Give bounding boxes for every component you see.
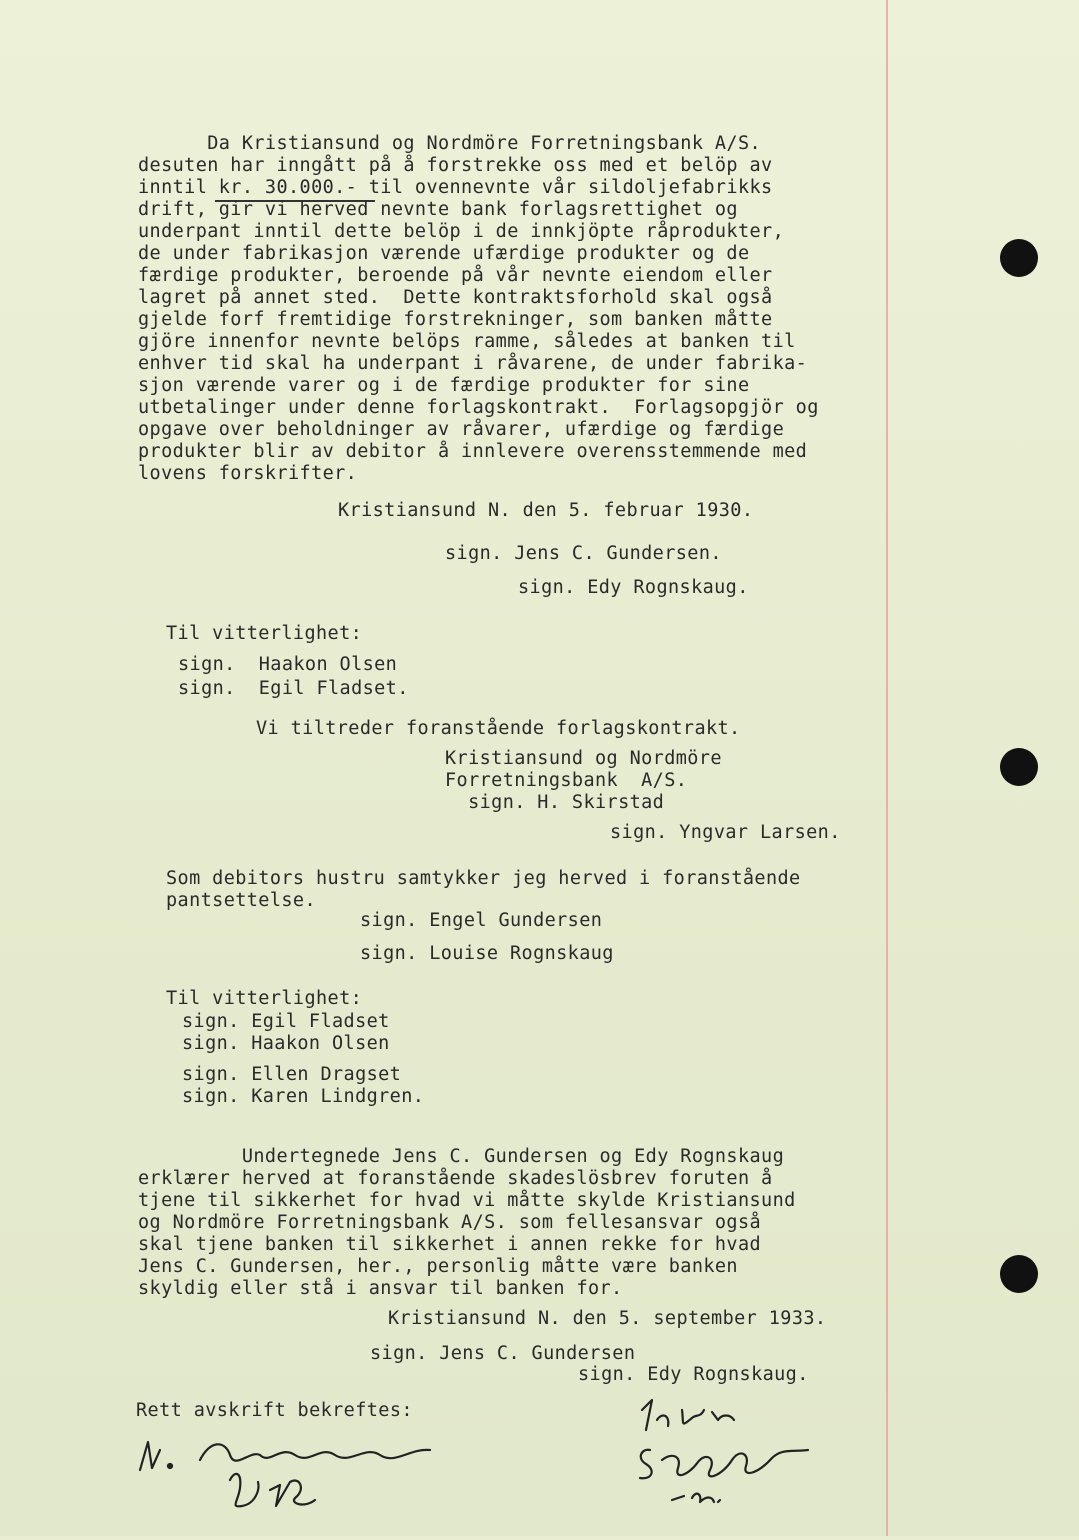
paragraph-line: sjon værende varer og i de færdige produkter for sine [138, 375, 750, 396]
paragraph-line: underpant inntil dette belöp i de innkjöpte råprodukter, [138, 221, 785, 242]
paragraph-line: Jens C. Gundersen, her., personlig måtte være banken [138, 1256, 738, 1277]
consent-signature: sign. Louise Rognskaug [360, 943, 614, 964]
paragraph-line: tjene til sikkerhet for hvad vi måtte skylde Kristiansund [138, 1190, 796, 1211]
bank-name-line: Forretningsbank A/S. [445, 770, 688, 791]
witness-signature: sign. Egil Fladset. [178, 678, 409, 699]
consent-line: pantsettelse. [166, 890, 316, 911]
paragraph-line: skyldig eller stå i ansvar til banken for. [138, 1278, 623, 1299]
handwritten-signature [130, 1410, 460, 1540]
paragraph-line: erklærer herved at foranstående skadeslösbrev foruten å [138, 1168, 773, 1189]
paragraph-line: drift, gir vi herved nevnte bank forlagsrettighet og [138, 199, 738, 220]
paragraph-line: lovens forskrifter. [138, 463, 358, 484]
signature-line: sign. Edy Rognskaug. [518, 577, 749, 598]
signature-line: sign. Jens C. Gundersen. [445, 543, 722, 564]
witness-signature: sign. Egil Fladset [182, 1011, 390, 1032]
accession-statement: Vi tiltreder foranstående forlagskontrakt. [256, 718, 741, 739]
paragraph-line: Da Kristiansund og Nordmöre Forretningsbank A/S. [138, 133, 762, 154]
paragraph-line: opgave over beholdninger av råvarer, ufærdige og færdige [138, 419, 785, 440]
witness-signature: sign. Haakon Olsen [178, 654, 398, 675]
paragraph-line: færdige produkter, beroende på vår nevnte eiendom eller [138, 265, 773, 286]
place-date: Kristiansund N. den 5. september 1933. [388, 1308, 827, 1329]
signature-line: sign. Jens C. Gundersen [370, 1343, 636, 1364]
paragraph-line: Undertegnede Jens C. Gundersen og Edy Rognskaug [138, 1146, 785, 1167]
witness-signature: sign. Karen Lindgren. [182, 1086, 425, 1107]
punch-hole [1000, 748, 1038, 786]
paragraph-line: gjelde forf fremtidige forstrekninger, som banken måtte [138, 309, 773, 330]
paragraph-line: de under fabrikasjon værende ufærdige produkter og de [138, 243, 750, 264]
consent-signature: sign. Engel Gundersen [360, 910, 603, 931]
paragraph-line: og Nordmöre Forretningsbank A/S. som fellesansvar også [138, 1212, 762, 1233]
place-date: Kristiansund N. den 5. februar 1930. [338, 500, 754, 521]
witness-heading: Til vitterlighet: [166, 623, 363, 644]
signature-line: sign. Edy Rognskaug. [578, 1364, 809, 1385]
bank-name-line: Kristiansund og Nordmöre [445, 748, 722, 769]
punch-hole [1000, 1255, 1038, 1293]
paragraph-line: desuten har inngått på å forstrekke oss med et belöp av [138, 155, 773, 176]
bank-signature: sign. H. Skirstad [445, 792, 665, 813]
witness-signature: sign. Ellen Dragset [182, 1064, 402, 1085]
witness-heading: Til vitterlighet: [166, 988, 363, 1009]
margin-rule [886, 0, 888, 1536]
paragraph-line: skal tjene banken til sikkerhet i annen rekke for hvad [138, 1234, 762, 1255]
paragraph-line: lagret på annet sted. Dette kontraktsforhold skal også [138, 287, 773, 308]
witness-signature: sign. Haakon Olsen [182, 1033, 390, 1054]
paragraph-line: produkter blir av debitor å innlevere overensstemmende med [138, 441, 808, 462]
punch-hole [1000, 239, 1038, 277]
bank-signature: sign. Yngvar Larsen. [610, 822, 841, 843]
paragraph-line: enhver tid skal ha underpant i råvarene, de under fabrika- [138, 353, 808, 374]
paragraph-line: gjöre innenfor nevnte belöps ramme, således at banken til [138, 331, 796, 352]
paragraph-line: utbetalinger under denne forlagskontrakt. Forlagsopgjör og [138, 397, 819, 418]
handwritten-signature [622, 1390, 832, 1540]
paragraph-line: inntil kr. 30.000.- til ovennevnte vår sildoljefabrikks [138, 177, 773, 198]
consent-line: Som debitors hustru samtykker jeg herved i foranstående [166, 868, 801, 889]
certification-label: Rett avskrift bekreftes: [136, 1400, 413, 1421]
